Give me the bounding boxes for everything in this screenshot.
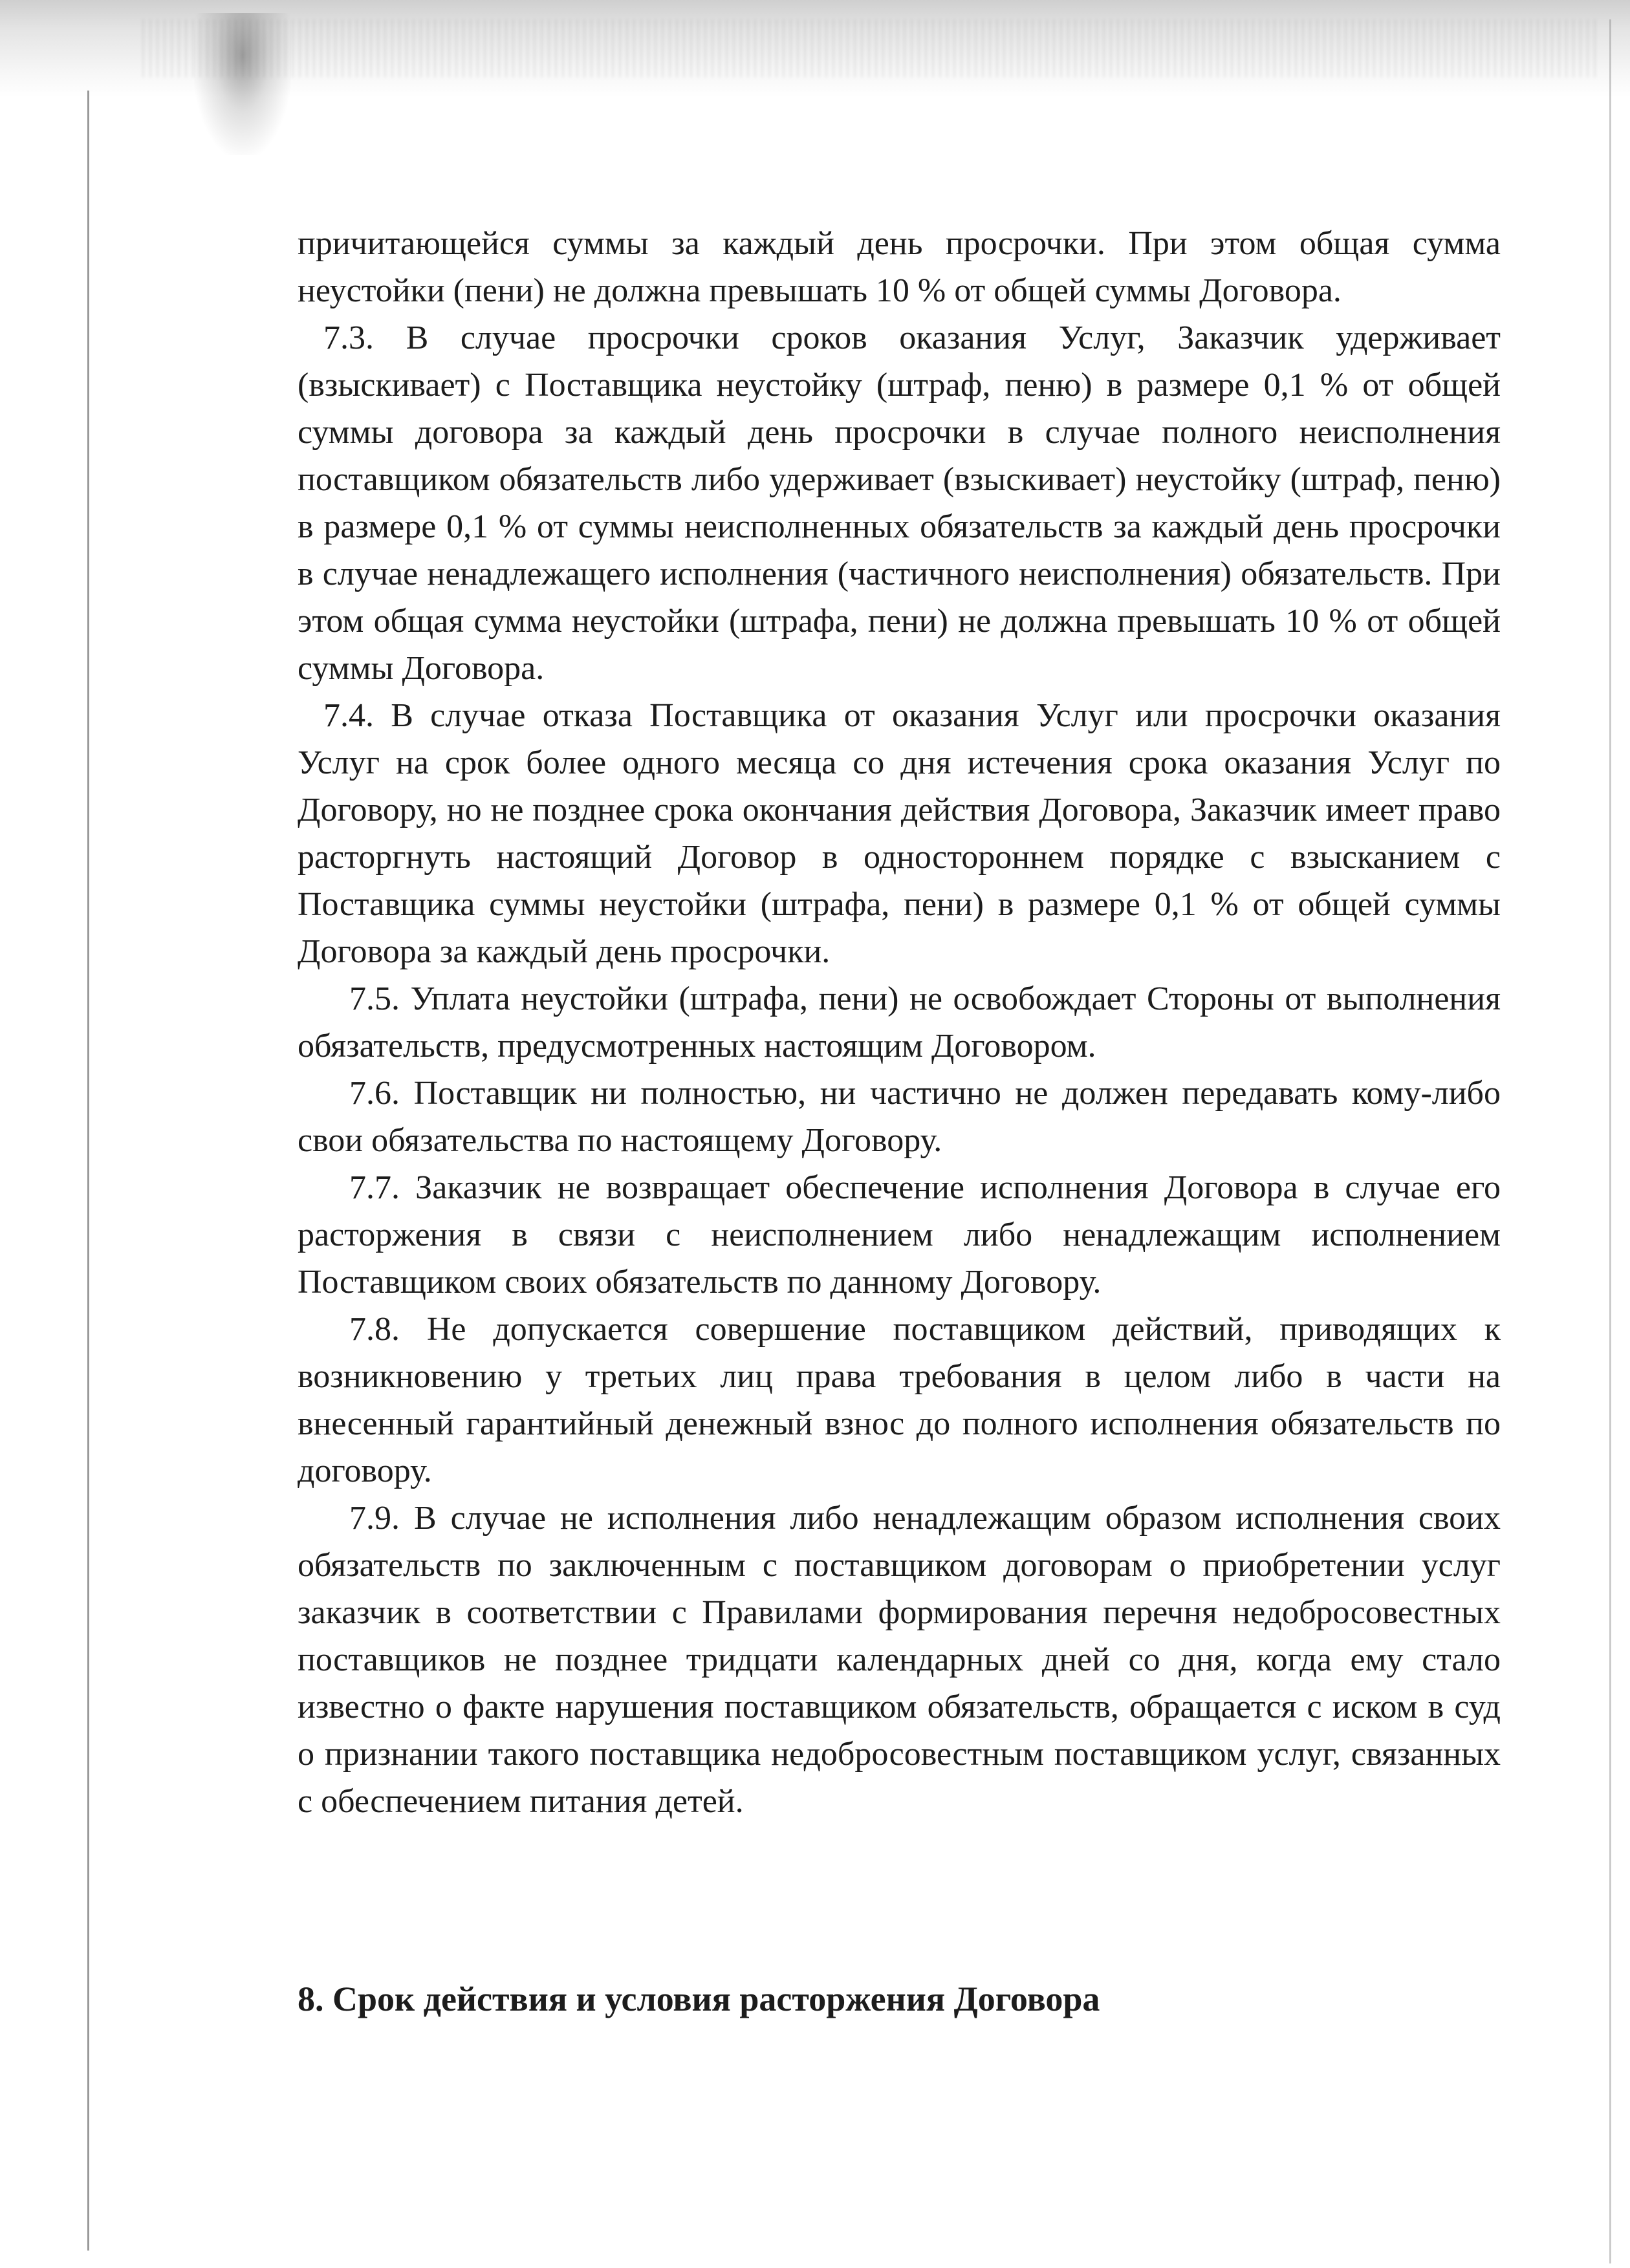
paragraph-7-6: 7.6. Поставщик ни полностью, ни частично не должен передавать кому-либо свои обязательства по настоящему Договору. [298, 1075, 1501, 1159]
scan-left-edge-line [87, 91, 89, 2251]
paragraph-7-5: 7.5. Уплата неустойки (штрафа, пени) не освобождает Стороны от выполнения обязательств, предусмотренных настоящим Договором. [298, 980, 1501, 1064]
scan-smudge [194, 13, 291, 155]
paragraph-7-2-continuation: причитающейся суммы за каждый день просрочки. При этом общая сумма неустойки (пени) не должна превышать 10 % от общей суммы Договора. [298, 225, 1501, 309]
paragraph-7-8: 7.8. Не допускается совершение поставщиком действий, приводящих к возникновению у третьих лиц права требования в целом либо в части на внесенный гарантийный денежный взнос до полного исполнения обязательств по договору. [298, 1311, 1501, 1489]
paragraph-7-7: 7.7. Заказчик не возвращает обеспечение исполнения Договора в случае его расторжения в связи с неисполнением либо ненадлежащим исполнением Поставщиком своих обязательств по данному Договору. [298, 1169, 1501, 1301]
paragraph-7-4: 7.4. В случае отказа Поставщика от оказания Услуг или просрочки оказания Услуг на срок более одного месяца со дня истечения срока оказания Услуг по Договору, но не позднее срока окончания действия Договора, Заказчик имеет право расторгнуть настоящий Договор в одностороннем порядке с взысканием с Поставщика суммы неустойки (штрафа, пени) в размере 0,1 % от общей суммы Договора за каждый день просрочки. [298, 697, 1501, 970]
paragraph-7-9: 7.9. В случае не исполнения либо ненадлежащим образом исполнения своих обязательств по заключенным с поставщиком договорам о приобретении услуг заказчик в соответствии с Правилами формирования перечня недобросовестных поставщиков не позднее тридцати календарных дней со дня, когда ему стало известно о факте нарушения поставщиком обязательств, обращается с иском в суд о признании такого поставщика недобросовестным поставщиком услуг, связанных с обеспечением питания детей. [298, 1500, 1501, 1820]
scan-right-edge-line [1609, 19, 1611, 2263]
section-8-heading: 8. Срок действия и условия расторжения Договора [298, 1980, 1100, 2018]
document-body [298, 220, 1501, 1825]
paragraph-7-3: 7.3. В случае просрочки сроков оказания Услуг, Заказчик удерживает (взыскивает) с Поставщика неустойку (штраф, пеню) в размере 0,1 % от общей суммы договора за каждый день просрочки в случае полного неисполнения поставщиком обязательств либо удерживает (взыскивает) неустойку (штраф, пеню) в размере 0,1 % от суммы неисполненных обязательств за каждый день просрочки в случае ненадлежащего исполнения (частичного неисполнения) обязательств. При этом общая сумма неустойки (штрафа, пени) не должна превышать 10 % от общей суммы Договора. [298, 319, 1501, 687]
scan-top-bleed-through [142, 19, 1598, 78]
